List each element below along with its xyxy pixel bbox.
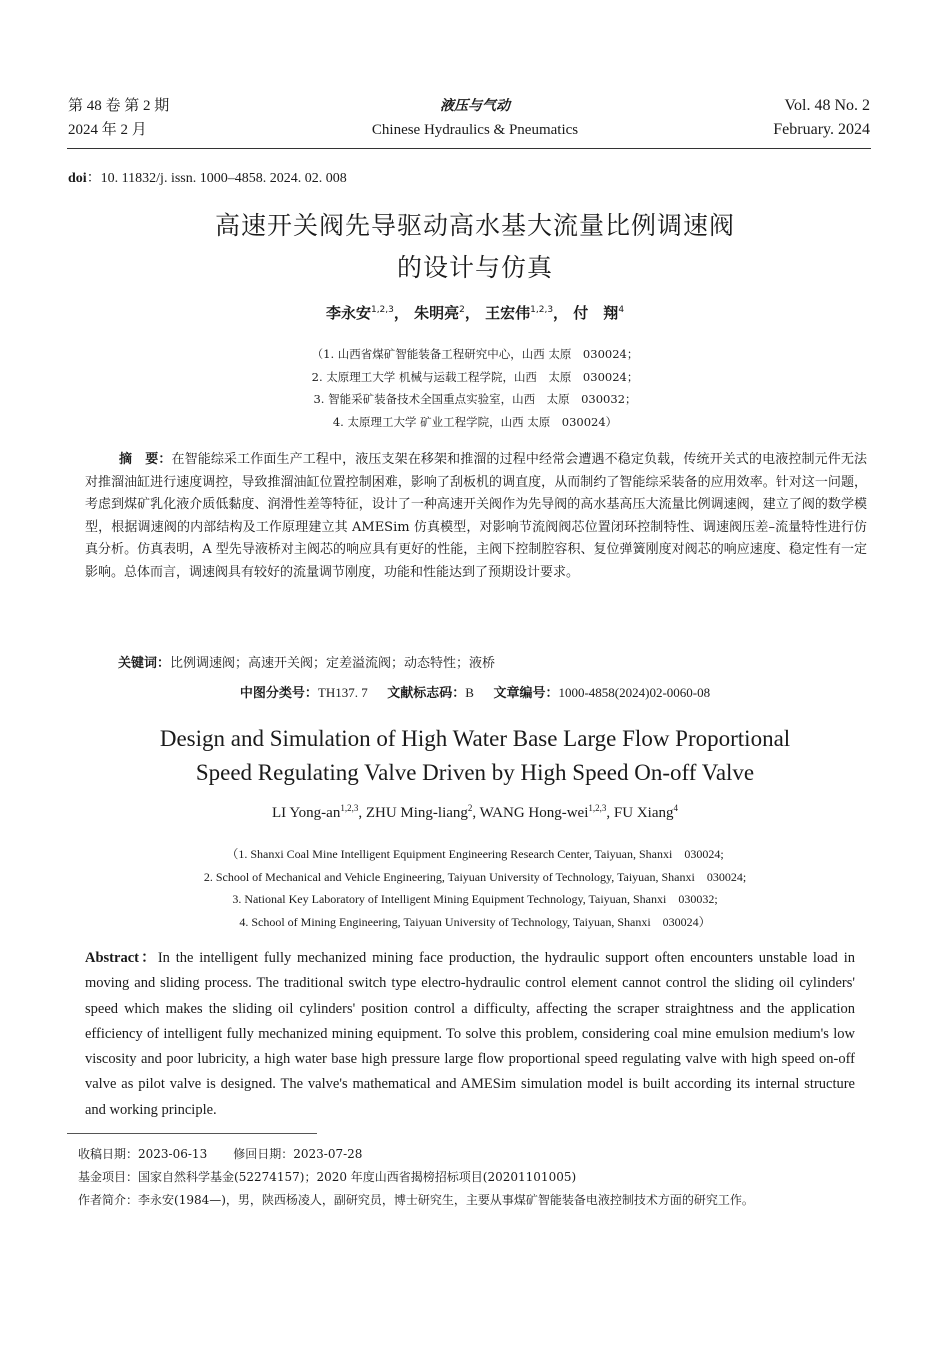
journal-name-cn: 液压与气动 [440,98,510,114]
volume-issue-cn: 第 48 卷 第 2 期 [68,98,170,114]
affiliation-en: （1. Shanxi Coal Mine Intelligent Equipment Engineering Research Center, Taiyuan, Shanxi 030024; [226,847,724,861]
doi-label: doi [68,171,87,186]
abstract-en-text: In the intelligent fully mechanized mining face production, the hydraulic support often encounters unstable load in moving and sliding process. The traditional switch type electro-hydraulic control element cannot control the sliding oil cylinders' speed which makes the sliding oil cylinders' position control a difficulty, affecting the scraper straightness and the application efficiency of intelligent fully mechanized mining equipment. To solve this problem, considering coal mine emulsion medium's low viscosity and poor lubricity, a high water base high pressure large flow proportional speed regulating valve with high speed on-off valve as pilot valve is designed. The valve's mathematical and AMESim simulation model is built according its internal structure and working principle. [85,950,855,1118]
author-cn: 朱明亮$^2$， [414,304,480,322]
classification-line [60,682,890,701]
authors-en [60,803,890,822]
title-cn-line2: 的设计与仿真 [396,253,553,282]
date-en: February. 2024 [773,121,870,138]
keywords-cn-text: 比例调速阀；高速开关阀；定差溢流阀；动态特性；液桥 [170,656,496,671]
title-cn [60,205,890,289]
author-en: ZHU Ming-liang$^2$, [365,803,480,821]
header-left [68,94,169,142]
article-number-value: 1000-4858(2024)02-0060-08 [558,685,711,700]
authors-cn [60,302,890,323]
affiliation-en: 3. National Key Laboratory of Intelligent Mining Equipment Technology, Taiyuan, Shanxi 030032; [232,892,718,907]
affiliation-cn: 4. 太原理工大学 矿业工程学院，山西 太原 030024） [332,414,618,429]
keywords-cn [118,652,495,671]
affiliation-cn: 2. 太原理工大学 机械与运载工程学院，山西 太原 030024； [311,369,639,384]
received-date: 2023-06-13 [138,1147,208,1161]
affiliation-en: 2. School of Mechanical and Vehicle Engineering, Taiyuan University of Technology, Taiyuan, Shanxi 030024; [203,869,747,884]
doc-code-label: 文献标志码： [387,686,466,701]
clc-value: TH137. 7 [317,685,368,700]
affiliation-cn: 3. 智能采矿装备技术全国重点实验室，山西 太原 030032； [313,392,637,406]
footnote-dates: 收稿日期：2023-06-13 修回日期：2023-07-28 [78,1147,363,1161]
date-cn: 2024 年 2 月 [68,122,147,138]
abstract-cn-label: 摘 要： [119,452,172,467]
article-number-label: 文章编号： [493,686,559,701]
footnote-rule [67,1133,317,1134]
header-right [773,94,870,142]
affiliations-cn [60,343,890,433]
author-en: WANG Hong-wei$^{1,2,3}$, [479,803,614,821]
author-en: FU Xiang$^4$ [613,803,678,821]
abstract-cn-text: 在智能综采工作面生产工程中，液压支架在移架和推溜的过程中经常会遭遇不稳定负载，传统开关式的电液控制元件无法对推溜油缸进行速度调控，导致推溜油缸位置控制困难，影响了刮板机的调直度，从而制约了智能综采装备的应用效率。针对这一问题，考虑到煤矿乳化液介质低黏度、润滑性差等特征，设计了一种高速开关阀作为先导阀的高水基高压大流量比例调速阀，建立了阀的数学模型，根据调速阀的内部结构及工作原理建立其 AMESim 仿真模型，对影响节流阀阀芯位置闭环控制特性、调速阀压差–流量特性进行仿真分析。仿真表明，A 型先导液桥对主阀芯的响应具有更好的性能，主阀下控制腔容积、复位弹簧刚度对阀芯的响应速度、稳定性有一定影响。总体而言，调速阀具有较好的流量调节刚度，功能和性能达到了预期设计要求。 [85,452,867,580]
title-en-line2: Speed Regulating Valve Driven by High Speed On-off Valve [195,760,755,785]
abstract-en [85,946,855,1123]
keywords-cn-label: 关键词： [118,656,171,671]
volume-issue-en: Vol. 48 No. 2 [784,97,870,114]
affiliation-en: 4. School of Mining Engineering, Taiyuan University of Technology, Taiyuan, Shanxi 030024） [239,914,711,929]
author-cn: 付 翔$^4$ [573,304,625,322]
title-en [60,722,890,790]
journal-name-en: Chinese Hydraulics & Pneumatics [371,122,579,138]
header-rule [67,148,871,149]
doc-code-value: B [465,685,474,700]
revised-date: 2023-07-28 [293,1147,363,1161]
affiliation-cn: （1. 山西省煤矿智能装备工程研究中心，山西 太原 030024； [311,347,639,361]
footnotes [78,1143,754,1212]
doi [68,167,347,187]
clc-label: 中图分类号： [239,686,318,701]
title-en-line1: Design and Simulation of High Water Base Large Flow Proportional [159,726,791,751]
author-cn: 李永安$^{1,2,3}$， [325,304,409,322]
author-en: LI Yong-an$^{1,2,3}$, [272,803,366,821]
footnote-bio: 作者简介：李永安(1984—)，男，陕西杨凌人，副研究员，博士研究生，主要从事煤矿智能装备电液控制技术方面的研究工作。 [78,1193,754,1207]
title-cn-line1: 高速开关阀先导驱动高水基大流量比例调速阀 [214,211,735,240]
header-center [300,94,650,142]
affiliations-en [60,843,890,933]
footnote-fund: 基金项目：国家自然科学基金(52274157)；2020 年度山西省揭榜招标项目(20201101005) [78,1170,577,1184]
abstract-en-label: Abstract： [85,950,158,966]
doi-value: ：10. 11832/j. issn. 1000–4858. 2024. 02. 008 [86,171,347,186]
author-cn: 王宏伟$^{1,2,3}$， [485,304,569,322]
abstract-cn [85,449,867,585]
